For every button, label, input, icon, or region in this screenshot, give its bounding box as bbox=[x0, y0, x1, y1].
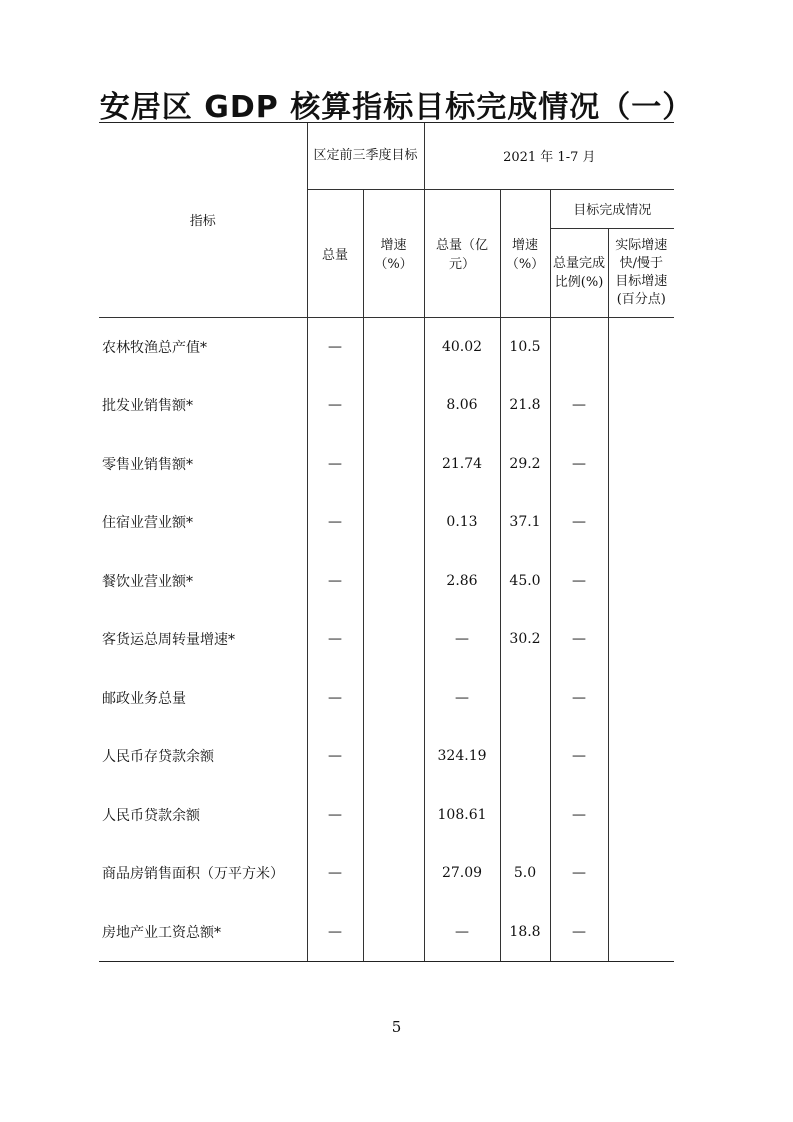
row-growth: 18.8 bbox=[500, 903, 550, 962]
row-diff bbox=[608, 669, 674, 728]
row-growth: 29.2 bbox=[500, 435, 550, 494]
row-diff bbox=[608, 844, 674, 903]
row-ratio: — bbox=[550, 376, 608, 435]
header-target-total: 总量 bbox=[307, 189, 363, 317]
row-diff bbox=[608, 435, 674, 494]
row-total: — bbox=[424, 669, 500, 728]
header-ratio bbox=[550, 228, 608, 317]
row-indicator-name: 客货运总周转量增速* bbox=[102, 632, 235, 649]
table-body bbox=[99, 317, 674, 962]
row-indicator-name: 人民币贷款余额 bbox=[102, 807, 200, 824]
table-row bbox=[99, 903, 674, 962]
row-total: — bbox=[424, 903, 500, 962]
table-row bbox=[99, 376, 674, 435]
row-total: 27.09 bbox=[424, 844, 500, 903]
row-indicator-name: 住宿业营业额* bbox=[102, 515, 193, 532]
table-row bbox=[99, 727, 674, 786]
row-growth bbox=[500, 727, 550, 786]
header-target-growth-line2: （%） bbox=[374, 257, 413, 272]
header-actual-growth bbox=[500, 189, 550, 317]
row-target-total: — bbox=[307, 376, 363, 435]
table-row bbox=[99, 435, 674, 494]
header-diff bbox=[608, 228, 674, 317]
header-diff-line3: 目标增速 bbox=[615, 273, 668, 289]
header-target-growth-line1: 增速 bbox=[380, 238, 407, 253]
header-diff-line1: 实际增速 bbox=[615, 237, 668, 253]
row-growth: 37.1 bbox=[500, 493, 550, 552]
row-ratio: — bbox=[550, 610, 608, 669]
row-target-total: — bbox=[307, 786, 363, 845]
table-row bbox=[99, 669, 674, 728]
header-period: 2021 年 1-7 月 bbox=[424, 123, 674, 189]
row-growth: 10.5 bbox=[500, 317, 550, 376]
row-total: 8.06 bbox=[424, 376, 500, 435]
row-growth: 30.2 bbox=[500, 610, 550, 669]
gdp-target-table bbox=[99, 123, 674, 962]
row-indicator-name: 零售业销售额* bbox=[102, 456, 193, 473]
row-diff bbox=[608, 727, 674, 786]
row-indicator-name: 房地产业工资总额* bbox=[99, 903, 307, 962]
row-diff bbox=[608, 786, 674, 845]
row-growth: 21.8 bbox=[500, 376, 550, 435]
row-target-growth bbox=[363, 552, 424, 611]
row-total: 0.13 bbox=[424, 493, 500, 552]
table-row bbox=[99, 844, 674, 903]
row-ratio: — bbox=[550, 552, 608, 611]
row-diff bbox=[608, 493, 674, 552]
row-target-total: — bbox=[307, 669, 363, 728]
row-total: — bbox=[424, 610, 500, 669]
row-indicator-name: 商品房销售面积（万平方米） bbox=[102, 866, 284, 883]
row-indicator-name: 邮政业务总量 bbox=[102, 690, 186, 707]
header-target-group: 区定前三季度目标 bbox=[307, 123, 424, 189]
row-ratio: — bbox=[550, 493, 608, 552]
row-total: 108.61 bbox=[424, 786, 500, 845]
header-ratio-line1: 总量完成 bbox=[553, 255, 606, 271]
row-target-total: — bbox=[307, 493, 363, 552]
table-row bbox=[99, 786, 674, 845]
row-ratio: — bbox=[550, 435, 608, 494]
row-target-total: — bbox=[307, 552, 363, 611]
row-target-growth bbox=[363, 317, 424, 376]
row-indicator-name: 餐饮业营业额* bbox=[102, 573, 193, 590]
table-row bbox=[99, 552, 674, 611]
header-actual-growth-line1: 增速 bbox=[512, 238, 539, 253]
row-target-growth bbox=[363, 727, 424, 786]
row-growth: 45.0 bbox=[500, 552, 550, 611]
row-target-total: — bbox=[307, 903, 363, 962]
row-ratio: — bbox=[550, 844, 608, 903]
row-diff bbox=[608, 903, 674, 962]
row-ratio: — bbox=[550, 903, 608, 962]
row-target-growth bbox=[363, 786, 424, 845]
row-target-total: — bbox=[307, 727, 363, 786]
header-actual-growth-line2: （%） bbox=[505, 257, 545, 272]
row-target-growth bbox=[363, 376, 424, 435]
row-target-growth bbox=[363, 493, 424, 552]
row-target-growth bbox=[363, 903, 424, 962]
table-header bbox=[99, 123, 674, 317]
row-target-growth bbox=[363, 610, 424, 669]
page-title: 安居区 GDP 核算指标目标完成情况（一） bbox=[99, 90, 694, 125]
header-actual-total-line1: 总量（亿 bbox=[436, 238, 489, 253]
row-ratio: — bbox=[550, 669, 608, 728]
row-diff bbox=[608, 552, 674, 611]
row-indicator-name: 农林牧渔总产值* bbox=[102, 339, 207, 356]
row-total: 21.74 bbox=[424, 435, 500, 494]
row-target-total: — bbox=[307, 610, 363, 669]
row-target-growth bbox=[363, 435, 424, 494]
row-target-total: — bbox=[307, 317, 363, 376]
header-ratio-line2: 比例(%) bbox=[554, 274, 604, 290]
row-total: 2.86 bbox=[424, 552, 500, 611]
header-target-growth bbox=[363, 189, 424, 317]
row-growth bbox=[500, 786, 550, 845]
row-ratio bbox=[550, 317, 608, 376]
header-completion-group: 目标完成情况 bbox=[550, 189, 674, 228]
row-diff bbox=[608, 610, 674, 669]
table-row bbox=[99, 610, 674, 669]
row-growth: 5.0 bbox=[500, 844, 550, 903]
row-ratio: — bbox=[550, 786, 608, 845]
table-row bbox=[99, 493, 674, 552]
header-indicator: 指标 bbox=[99, 123, 307, 317]
row-growth bbox=[500, 669, 550, 728]
table-row bbox=[99, 317, 674, 376]
header-actual-total-line2: 元） bbox=[449, 257, 476, 272]
row-target-total: — bbox=[307, 435, 363, 494]
row-total: 40.02 bbox=[424, 317, 500, 376]
row-target-growth bbox=[363, 844, 424, 903]
row-target-growth bbox=[363, 669, 424, 728]
row-diff bbox=[608, 376, 674, 435]
row-indicator-name: 批发业销售额* bbox=[102, 398, 193, 415]
header-diff-line2: 快/慢于 bbox=[619, 255, 663, 271]
header-actual-total bbox=[424, 189, 500, 317]
row-indicator-name: 人民币存贷款余额 bbox=[102, 749, 214, 766]
page-number: 5 bbox=[391, 1018, 402, 1036]
row-ratio: — bbox=[550, 727, 608, 786]
row-diff bbox=[608, 317, 674, 376]
header-diff-line4: (百分点) bbox=[616, 291, 666, 307]
row-target-total: — bbox=[307, 844, 363, 903]
row-total: 324.19 bbox=[424, 727, 500, 786]
